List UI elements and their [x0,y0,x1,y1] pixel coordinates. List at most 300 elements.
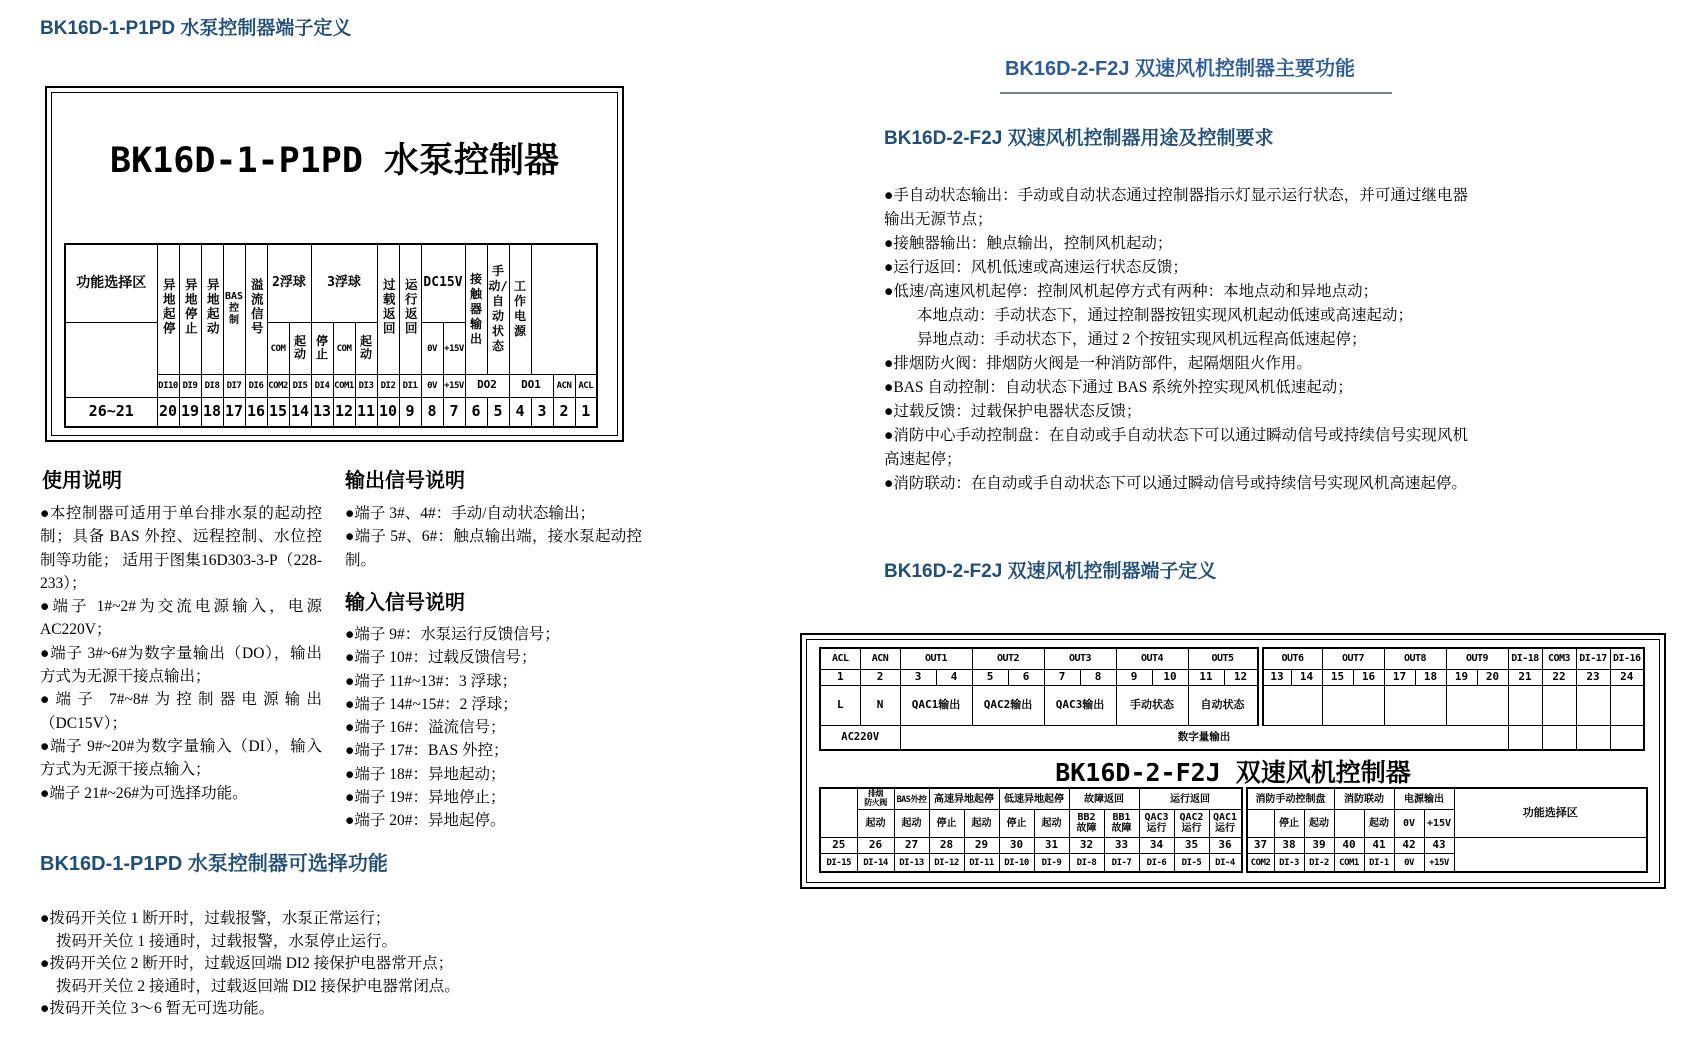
terminal-cell-label: 22 [1552,669,1566,683]
terminal-cell [311,244,377,322]
terminal-cell-label: 21 [1518,669,1532,683]
terminal-cell [1008,669,1044,685]
terminal-cell-label: 2 [559,402,569,421]
terminal-cell-label: 42 [1402,838,1416,851]
terminal-cell-label: 0V [1402,818,1416,829]
terminal-cell [65,244,157,322]
terminal-cell-label: 功能选择区 [76,275,147,292]
terminal-cell-label: DI-14 [863,858,888,869]
terminal-cell-label: 17 [1392,669,1407,683]
terminal-cell [1044,648,1116,669]
terminal-cell [201,374,223,397]
terminal-cell [1116,648,1188,669]
text-line: ●拨码开关位 1 断开时，过载报警，水泵正常运行； [40,910,391,927]
terminal-cell [820,788,857,837]
text-line: 异地点动：手动状态下，通过 2 个按钮实现风机远程高低速起停； [917,331,1367,348]
terminal-cell-label: COM1 [334,381,354,392]
terminal-cell-label: 3 [914,669,922,683]
terminal-cell-label: 14 [290,402,310,421]
terminal-cell-label: 7 [1058,669,1066,683]
terminal-cell [1576,669,1610,685]
terminal-cell-label: BAS外控 [896,794,927,805]
terminal-cell-label: 18 [202,402,222,421]
terminal-cell [1322,648,1384,669]
terminal-cell [1364,809,1394,837]
terminal-cell-label: DI-1 [1369,858,1389,869]
fan-diagram-box [800,633,1666,889]
terminal-cell [820,725,900,750]
terminal-cell [1384,648,1446,669]
terminal-cell [1209,809,1244,837]
pump-terminal-table-slot [64,243,598,428]
terminal-cell [1304,853,1334,872]
terminal-cell [1034,853,1069,872]
terminal-cell-label: QAC3输出 [1055,697,1105,711]
terminal-cell [333,322,355,374]
terminal-cell-label: 手动/ 自动 状态 [488,264,508,354]
terminal-cell [1576,725,1610,750]
terminal-cell-label: 37 [1253,838,1268,851]
terminal-cell-label: DI-15 [826,858,852,869]
terminal-cell-label: 31 [1044,838,1059,851]
terminal-cell [1334,788,1394,809]
terminal-cell-label: 24 [1620,669,1634,683]
terminal-cell [1291,669,1322,685]
terminal-cell-label: BAS 控 制 [224,291,244,327]
terminal-cell-label: 故障返回 [1084,793,1124,805]
terminal-cell-label: 异地停止 [183,278,199,337]
terminal-cell-label: 19 [1454,669,1469,683]
terminal-cell-label: 3 [537,402,547,421]
text-line: ●端子 9#~20#为数字量输入（DI），输入方式为无源干接点输入； [40,737,322,779]
terminal-cell-label: DI-18 [1511,653,1539,665]
terminal-cell [465,244,487,374]
terminal-cell [355,397,377,427]
terminal-cell-label: COM3 [1547,653,1571,665]
terminal-cell [1304,837,1334,853]
terminal-cell-label: 13 [312,402,332,421]
terminal-cell [179,397,201,427]
terminal-cell [820,853,857,872]
terminal-cell-label: OUT5 [1211,653,1234,665]
terminal-cell [65,322,157,397]
terminal-cell [1080,669,1116,685]
terminal-cell [1424,853,1454,872]
terminal-cell-label: 数字量输出 [1177,730,1231,743]
terminal-cell [1069,809,1104,837]
terminal-cell-label: BB2 故障 [1076,811,1097,835]
text-line: ●端子 3#~6#为数字量输出（DO），输出方式为无源干接点输出； [40,644,322,686]
terminal-cell-label: 33 [1114,838,1129,851]
terminal-cell-label: QAC2 运行 [1179,811,1204,835]
fan-terminal-heading: BK16D-2-F2J 双速风机控制器端子定义 [884,561,1217,582]
terminal-cell [355,374,377,397]
terminal-cell-label: 8 [1094,669,1102,683]
terminal-cell [1364,853,1394,872]
terminal-cell-label: 4 [950,669,958,683]
terminal-cell [421,322,443,374]
terminal-cell-label: DI10 [158,381,178,392]
terminal-cell-label: 手动状态 [1130,697,1174,711]
terminal-cell-label: 2 [876,669,884,683]
terminal-cell-label: +15V [444,381,464,392]
terminal-cell [1394,853,1424,872]
terminal-cell-label: COM2 [268,381,288,392]
text-line: 拨码开关位 1 接通时，过载报警，水泵停止运行。 [56,932,398,950]
text-line: ●端子 3#、4#：手动/自动状态输出； [345,505,596,522]
terminal-cell-label: 34 [1149,838,1164,851]
terminal-cell-label: ACN [871,653,889,665]
terminal-cell [860,685,900,725]
terminal-cell [1174,853,1209,872]
terminal-cell [894,809,929,837]
terminal-cell-label: L [836,697,844,711]
terminal-cell [1116,669,1152,685]
pump-diagram-inner-border [51,92,618,436]
terminal-cell [1104,809,1139,837]
terminal-cell [65,397,157,427]
terminal-cell [1069,788,1139,809]
terminal-cell-label: 35 [1184,838,1199,851]
terminal-cell-label: 18 [1423,669,1438,683]
terminal-cell [894,788,929,809]
terminal-cell-label: 27 [904,838,919,851]
terminal-cell [900,648,972,669]
terminal-cell [1274,837,1304,853]
terminal-cell [1334,853,1364,872]
text-line: 本地点动：手动状态下，通过控制器按钮实现风机起动低速或高速起动； [917,307,1414,324]
terminal-cell [972,685,1044,725]
terminal-cell-label: 13 [1270,669,1284,683]
text-line: ●端子 16#：溢流信号； [345,719,506,737]
terminal-cell-label: DI-12 [934,858,959,869]
terminal-cell-label: +15V [444,343,464,354]
terminal-cell [1364,837,1394,853]
terminal-cell-label: 异地起停 [161,278,177,337]
usage-paragraphs [40,502,322,805]
terminal-cell [443,374,465,397]
terminal-cell [333,397,355,427]
terminal-cell [223,244,245,374]
terminal-cell-label: 7 [449,402,459,421]
text-line: ●消防联动：在自动或手自动状态下可以通过瞬动信号或持续信号实现风机高速起停。 [884,475,1467,492]
terminal-cell [553,374,575,397]
terminal-cell [1394,837,1424,853]
terminal-cell [1260,648,1322,669]
terminal-cell [509,397,531,427]
terminal-cell [1353,669,1384,685]
terminal-cell [1260,685,1322,725]
terminal-cell [421,244,465,322]
fan-terminal-table-lower [819,787,1648,873]
terminal-cell-label: COM2 [1250,858,1271,869]
terminal-cell [1576,685,1610,725]
terminal-cell-label: DI-6 [1146,858,1167,869]
terminal-cell [267,322,289,374]
terminal-cell-label: 0V [427,343,437,354]
terminal-cell [936,669,972,685]
terminal-cell-label: 39 [1312,838,1326,851]
terminal-cell [399,244,421,374]
terminal-cell-label: 12 [1233,669,1248,683]
terminal-cell [311,397,333,427]
terminal-cell-label: DI-3 [1279,858,1299,869]
terminal-cell [1508,725,1542,750]
terminal-cell-label: +15V [1429,858,1449,869]
terminal-cell [1446,685,1508,725]
terminal-cell [1188,669,1224,685]
terminal-cell-label: 停 止 [315,333,328,361]
terminal-cell-label: 30 [1009,838,1024,851]
terminal-cell-label: 工作 电源 [513,279,526,339]
terminal-cell-label: DI1 [402,381,418,392]
terminal-cell [245,244,267,374]
terminal-cell [201,244,223,374]
terminal-cell-label: 接触器 输出 [469,271,482,346]
terminal-cell [972,669,1008,685]
terminal-cell-label: 32 [1079,838,1094,851]
usage-heading: 使用说明 [42,470,122,492]
terminal-cell-label: DC15V [423,274,463,290]
terminal-cell-label: QAC1输出 [911,697,961,711]
text-line: ●端子 9#：水泵运行反馈信号； [345,626,560,643]
text-line: ●端子 21#~26#为可选择功能。 [40,784,248,802]
terminal-cell [223,374,245,397]
terminal-cell-label: OUT7 [1341,653,1365,665]
terminal-cell [820,837,857,853]
terminal-cell-label: 3浮球 [327,274,361,290]
text-line: ●运行返回：风机低速或高速运行状态反馈； [884,259,1188,276]
terminal-cell-label: 15 [268,402,288,421]
terminal-cell [1069,853,1104,872]
terminal-cell [1069,837,1104,853]
terminal-cell-label: COM1 [1339,858,1359,869]
terminal-cell [1116,685,1188,725]
terminal-cell [377,397,399,427]
terminal-cell-label: 起 动 [359,333,372,361]
text-line: ●端子 20#：异地起停。 [345,812,506,830]
terminal-cell-label: OUT3 [1068,653,1092,665]
text-line: ●排烟防火阀：排烟防火阀是一种消防部件，起隔烟阻火作用。 [884,355,1312,372]
terminal-cell-label: 10 [1163,669,1177,683]
terminal-cell [1446,669,1477,685]
terminal-cell-label: DI-13 [899,858,924,869]
terminal-cell [465,374,509,397]
terminal-cell [443,397,465,427]
terminal-cell [1384,669,1415,685]
terminal-cell [1174,809,1209,837]
terminal-cell [964,809,999,837]
terminal-cell [1477,669,1508,685]
terminal-cell [1576,648,1610,669]
terminal-cell-label: 17 [224,402,244,421]
terminal-cell [399,397,421,427]
terminal-cell-label: 起动 [1041,818,1062,829]
text-line: ●端子 10#：过载反馈信号； [345,649,537,667]
terminal-cell-label: DO2 [477,378,497,392]
terminal-cell [964,837,999,853]
terminal-cell-label: 异地起动 [205,278,221,337]
terminal-cell [575,397,597,427]
terminal-cell-label: DO1 [521,378,541,392]
terminal-cell [972,648,1044,669]
terminal-cell [179,244,201,374]
terminal-cell-label: 消防手动控制盘 [1255,793,1326,805]
terminal-cell-label: 起 动 [293,333,306,361]
terminal-cell [1044,669,1080,685]
terminal-cell [1384,685,1446,725]
terminal-cell-label: 19 [180,402,200,421]
terminal-cell [900,669,936,685]
terminal-cell [820,669,860,685]
terminal-cell [1244,837,1274,853]
optional-functions-lines [40,908,580,1021]
terminal-cell-label: DI-5 [1181,858,1202,869]
terminal-cell-label: 12 [334,402,354,421]
terminal-cell-label: OUT9 [1465,653,1489,665]
optional-functions-heading: BK16D-1-P1PD 水泵控制器可选择功能 [40,853,388,875]
terminal-cell [1139,809,1174,837]
terminal-cell-label: 溢流信号 [249,278,265,337]
terminal-cell-label: DI4 [314,381,330,392]
terminal-cell-label: 起动 [865,818,886,829]
terminal-cell-label: 消防联动 [1344,793,1384,805]
terminal-cell [399,374,421,397]
fan-terminal-table-lower-slot [819,787,1648,873]
text-line: ●接触器输出：触点输出，控制风机起动； [884,235,1173,252]
terminal-cell-label: 功能选择区 [1522,805,1578,819]
terminal-cell [1542,685,1576,725]
terminal-cell-label: DI-8 [1076,858,1097,869]
terminal-cell-label: OUT4 [1140,653,1164,665]
terminal-cell-label: 停止 [936,818,957,829]
terminal-cell [999,837,1034,853]
terminal-cell [311,374,333,397]
text-line: ●过载反馈：过载保护电器状态反馈； [884,403,1142,420]
terminal-cell [267,244,311,322]
terminal-cell [443,322,465,374]
terminal-cell [857,788,894,809]
terminal-cell-label: 1 [836,669,844,683]
terminal-cell-label: ACL [578,381,594,392]
terminal-cell-label: DI-4 [1215,858,1235,869]
terminal-cell [1542,725,1576,750]
terminal-cell [1274,853,1304,872]
terminal-cell-label: 高速异地起停 [934,793,994,805]
terminal-cell [223,397,245,427]
terminal-cell-label: 起动 [971,818,992,829]
terminal-cell [860,669,900,685]
terminal-cell-label: 25 [832,838,846,851]
terminal-cell-label: +15V [1426,818,1452,829]
terminal-cell [1610,725,1644,750]
terminal-cell [1244,853,1274,872]
terminal-cell [1454,788,1647,837]
terminal-cell-label: ACN [556,381,572,392]
terminal-cell [575,374,597,397]
fan-usage-heading: BK16D-2-F2J 双速风机控制器用途及控制要求 [884,128,1274,149]
terminal-cell [355,322,377,374]
output-signal-heading: 输出信号说明 [345,470,465,492]
terminal-cell [1104,853,1139,872]
terminal-cell-label: 0V [1404,858,1414,869]
terminal-cell [157,374,179,397]
text-line: ●端子 7#~8#为控制器电源输出（DC15V）； [40,691,322,732]
terminal-cell-label: 38 [1282,838,1296,851]
terminal-cell-label: 41 [1372,838,1386,851]
terminal-cell-label: 36 [1218,838,1232,851]
text-line: ●端子 19#：异地停止； [345,789,506,807]
terminal-cell [1542,648,1576,669]
terminal-cell-label: 16 [246,402,266,421]
text-line: ●低速/高速风机起停：控制风机起停方式有两种：本地点动和异地点动； [884,283,1379,300]
terminal-cell [1034,837,1069,853]
terminal-cell [245,397,267,427]
terminal-cell-label: QAC2输出 [983,697,1033,711]
terminal-cell [377,244,399,374]
terminal-cell [1139,853,1174,872]
fan-diagram-inner-border [806,639,1660,883]
terminal-cell-label: 排烟 防火阀 [864,789,887,808]
terminal-cell-label: 9 [405,402,415,421]
terminal-cell-label: 运行返回 [1170,793,1210,805]
terminal-cell-label: 起动 [1309,818,1329,829]
terminal-cell [311,322,333,374]
terminal-cell [1224,669,1260,685]
terminal-cell-label: 2浮球 [272,274,306,290]
terminal-cell-label: 40 [1342,838,1356,851]
terminal-cell [1188,685,1260,725]
terminal-cell [465,397,487,427]
terminal-cell [999,853,1034,872]
text-line: ●端子 5#、6#：触点输出端，接水泵起动控制。 [345,528,642,569]
terminal-cell [929,788,999,809]
terminal-cell-label: DI-10 [1004,858,1029,869]
terminal-cell [1610,648,1644,669]
terminal-cell [1209,837,1244,853]
terminal-cell-label: DI-2 [1309,858,1329,869]
text-line: ●本控制器可适用于单台排水泵的起动控制；具备 BAS 外控、远程控制、水位控制等功能； 适用于图集16D303-3-P（228-233）； [40,505,322,592]
terminal-cell [157,244,179,374]
pump-device-title: BK16D-1-P1PD 水泵控制器 [110,141,559,181]
terminal-cell [1304,809,1334,837]
terminal-cell-label: 11 [356,402,376,421]
fan-terminal-table-upper [819,647,1645,751]
terminal-cell [509,374,553,397]
terminal-cell [900,725,1508,750]
terminal-cell [929,853,964,872]
terminal-cell [531,397,553,427]
input-signal-paragraphs [345,623,642,833]
terminal-cell-label: 10 [378,402,398,421]
text-line: ●BAS 自动控制：自动状态下通过 BAS 系统外控实现风机低速起动； [884,379,1353,396]
terminal-cell [1209,853,1244,872]
terminal-cell [377,374,399,397]
terminal-cell [157,397,179,427]
terminal-cell [964,853,999,872]
terminal-cell-label: 23 [1586,669,1600,683]
terminal-cell [1322,669,1353,685]
terminal-cell-label: 6 [471,402,481,421]
terminal-cell [1610,669,1644,685]
terminal-cell-label: 11 [1199,669,1213,683]
terminal-cell [929,809,964,837]
terminal-cell-label: 14 [1299,669,1314,683]
terminal-cell [820,685,860,725]
pump-terminal-table [64,243,598,428]
terminal-cell [289,397,311,427]
page-title-left: BK16D-1-P1PD 水泵控制器端子定义 [40,18,352,39]
